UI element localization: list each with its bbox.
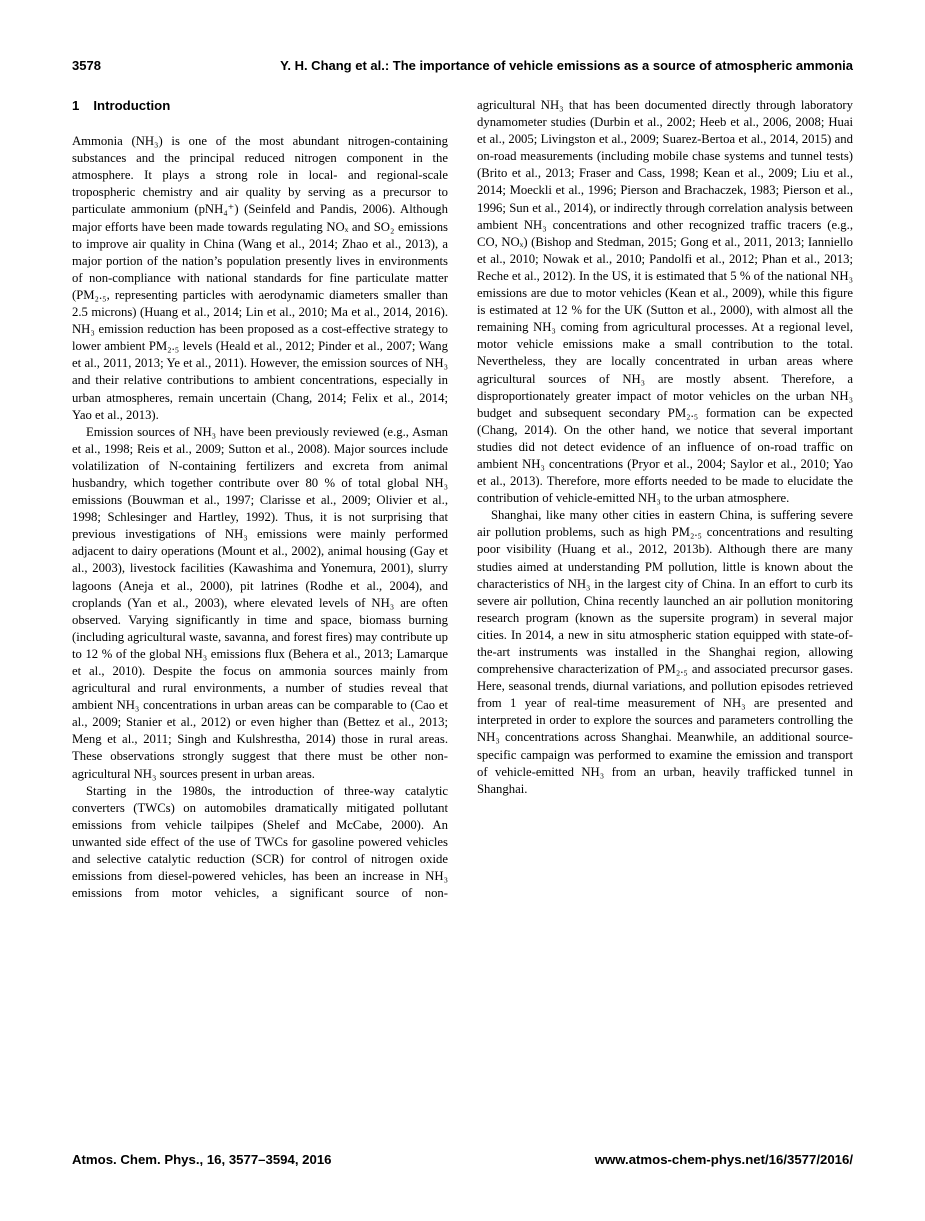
- page-footer: [72, 1152, 853, 1168]
- journal-url[interactable]: www.atmos-chem-phys.net/16/3577/2016/: [594, 1152, 853, 1167]
- right-column: [477, 97, 853, 798]
- left-column: [72, 97, 448, 902]
- running-title: Y. H. Chang et al.: The importance of vehicle emissions as a source of atmospheric ammonia: [280, 58, 853, 73]
- page-header: [72, 58, 853, 74]
- page-number: 3578: [72, 58, 101, 73]
- paragraph: Emission sources of NH₃ have been previously reviewed (e.g., Asman et al., 1998; Reis et al., 2009; Sutton et al., 2008). Major sources include volatilization of N-containing fertilizers and excreta from animal husbandry, which together contribute over 80 % of total global NH₃ emissions (Bouwman et al., 1997; Clarisse et al., 2009; Olivier et al., 1998; Schlesinger and Hartley, 1992). Thus, it is not surprising that previous investigations of NH₃ emissions were mainly performed adjacent to dairy operations (Mount et al., 2002), animal housing (Gay et al., 2003), livestock facilities (Kawashima and Yonemura, 2001), slurry lagoons (Aneja et al., 2000), pit latrines (Rodhe et al., 2004), and croplands (Yan et al., 2003), where elevated levels of NH₃ are often observed. Varying significantly in time and space, biomass burning (including agricultural waste, savanna, and forest fires) may contribute up to 12 % of the global NH₃ emissions flux (Behera et al., 2013; Lamarque et al., 2010). Despite the focus on ammonia sources mainly from agricultural and rural environments, a number of studies reveal that ambient NH₃ concentrations in urban areas can be comparable to (Cao et al., 2009; Stanier et al., 2012) or even higher than (Bettez et al., 2013; Meng et al., 2011; Singh and Kulshrestha, 2014) those in rural areas. These observations strongly suggest that there must be other non-agricultural NH₃ sources present in urban areas.: [72, 424, 448, 781]
- paragraph: Ammonia (NH₃) is one of the most abundant nitrogen-containing substances and the principal reduced nitrogen component in the atmosphere. It plays a strong role in local- and regional-scale tropospheric chemistry and air quality by serving as a precursor to particulate ammonium (pNH₄⁺) (Seinfeld and Pandis, 2006). Although major efforts have been made towards regulating NOₓ and SO₂ emissions to improve air quality in China (Wang et al., 2014; Zhao et al., 2013), a major portion of the nation’s population presently lives in environments of non-compliance with national standards for fine particulate matter (PM₂.₅, representing particles with aerodynamic diameters smaller than 2.5 microns) (Huang et al., 2014; Lin et al., 2010; Ma et al., 2014, 2016). NH₃ emission reduction has been proposed as a cost-effective strategy to lower ambient PM₂.₅ levels (Heald et al., 2012; Pinder et al., 2007; Wang et al., 2011, 2013; Ye et al., 2011). However, the emission sources of NH₃ and their relative contributions to ambient concentrations, especially in urban atmospheres, remain uncertain (Chang, 2014; Felix et al., 2014; Yao et al., 2013).: [72, 134, 448, 422]
- section-title: Introduction: [93, 98, 171, 113]
- paragraph: agricultural NH₃ that has been documented directly through laboratory dynamometer studies (Durbin et al., 2002; Heeb et al., 2006, 2008; Huai et al., 2005; Livingston et al., 2009; Suarez-Bertoa et al., 2014, 2015) and on-road measurements (including mobile chase systems and tunnel tests) (Brito et al., 2013; Fraser and Cass, 1998; Kean et al., 2009; Liu et al., 2014; Moeckli et al., 1996; Pierson and Brachaczek, 1983; Pierson et al., 1996; Sun et al., 2014), or indirectly through correlation analysis between ambient NH₃ concentrations and other recognized traffic tracers (e.g., CO, NOₓ) (Bishop and Stedman, 2015; Gong et al., 2011, 2013; Ianniello et al., 2010; Nowak et al., 2010; Pandolfi et al., 2012; Phan et al., 2013; Reche et al., 2012). In the US, it is estimated that 5 % of the national NH₃ emissions are due to motor vehicles (Kean et al., 2009), while this figure is estimated at 12 % for the UK (Sutton et al., 2000), with almost all the remaining NH₃ coming from agricultural processes. At a regional level, motor vehicle emissions make a small contribution to the total. Nevertheless, they are locally concentrated in urban areas where agricultural sources of NH₃ are mostly absent. Therefore, a disproportionately greater impact of motor vehicles on the urban NH₃ budget and subsequent secondary PM₂.₅ formation can be expected (Chang, 2014). On the other hand, we notice that several important studies did not detect evidence of an influence of on-road traffic on ambient NH₃ concentrations (Pryor et al., 2004; Saylor et al., 2010; Yao et al., 2013). Therefore, more efforts needed to be made to elucidate the contribution of vehicle-emitted NH₃ to the urban atmosphere.: [477, 98, 853, 506]
- paragraph: Starting in the 1980s, the introduction of three-way catalytic converters (TWCs) on automobiles dramatically mitigated pollutant emissions from vehicle tailpipes (Shelef and McCabe, 2000). An unwanted side effect of the use of TWCs for gasoline powered vehicles and selective catalytic reduction (SCR) for control of nitrogen oxide emissions from diesel-powered vehicles, has been an increase in NH₃ emissions from motor vehicles, a significant source of non-: [72, 783, 448, 901]
- two-column-body: [72, 97, 853, 902]
- paragraph: Shanghai, like many other cities in eastern China, is suffering severe air pollution problems, such as high PM₂.₅ concentrations and resulting poor visibility (Huang et al., 2012, 2013b). Although there are many studies aimed at understanding PM pollution, little is known about the characteristics of NH₃ in the largest city of China. In an effort to curb its severe air pollution, China recently launched an air pollution monitoring research program (known as the supersite program) in several major cities. In 2014, a new in situ atmospheric station equipped with state-of-the-art instruments was installed in the Shanghai region, allowing comprehensive characterization of PM₂.₅ and associated precursor gases. Here, seasonal trends, diurnal variations, and pollution episodes retrieved from 1 year of real-time measurement of NH₃ are presented and interpreted in order to explore the sources and parameters controlling the NH₃ concentrations across Shanghai. Meanwhile, an additional source-specific campaign was performed to examine the emission and transport of vehicle-emitted NH₃ from an urban, heavily trafficked tunnel in Shanghai.: [477, 508, 853, 796]
- section-number: 1: [72, 98, 80, 113]
- journal-reference: Atmos. Chem. Phys., 16, 3577–3594, 2016: [72, 1152, 332, 1167]
- section-heading: [72, 97, 448, 114]
